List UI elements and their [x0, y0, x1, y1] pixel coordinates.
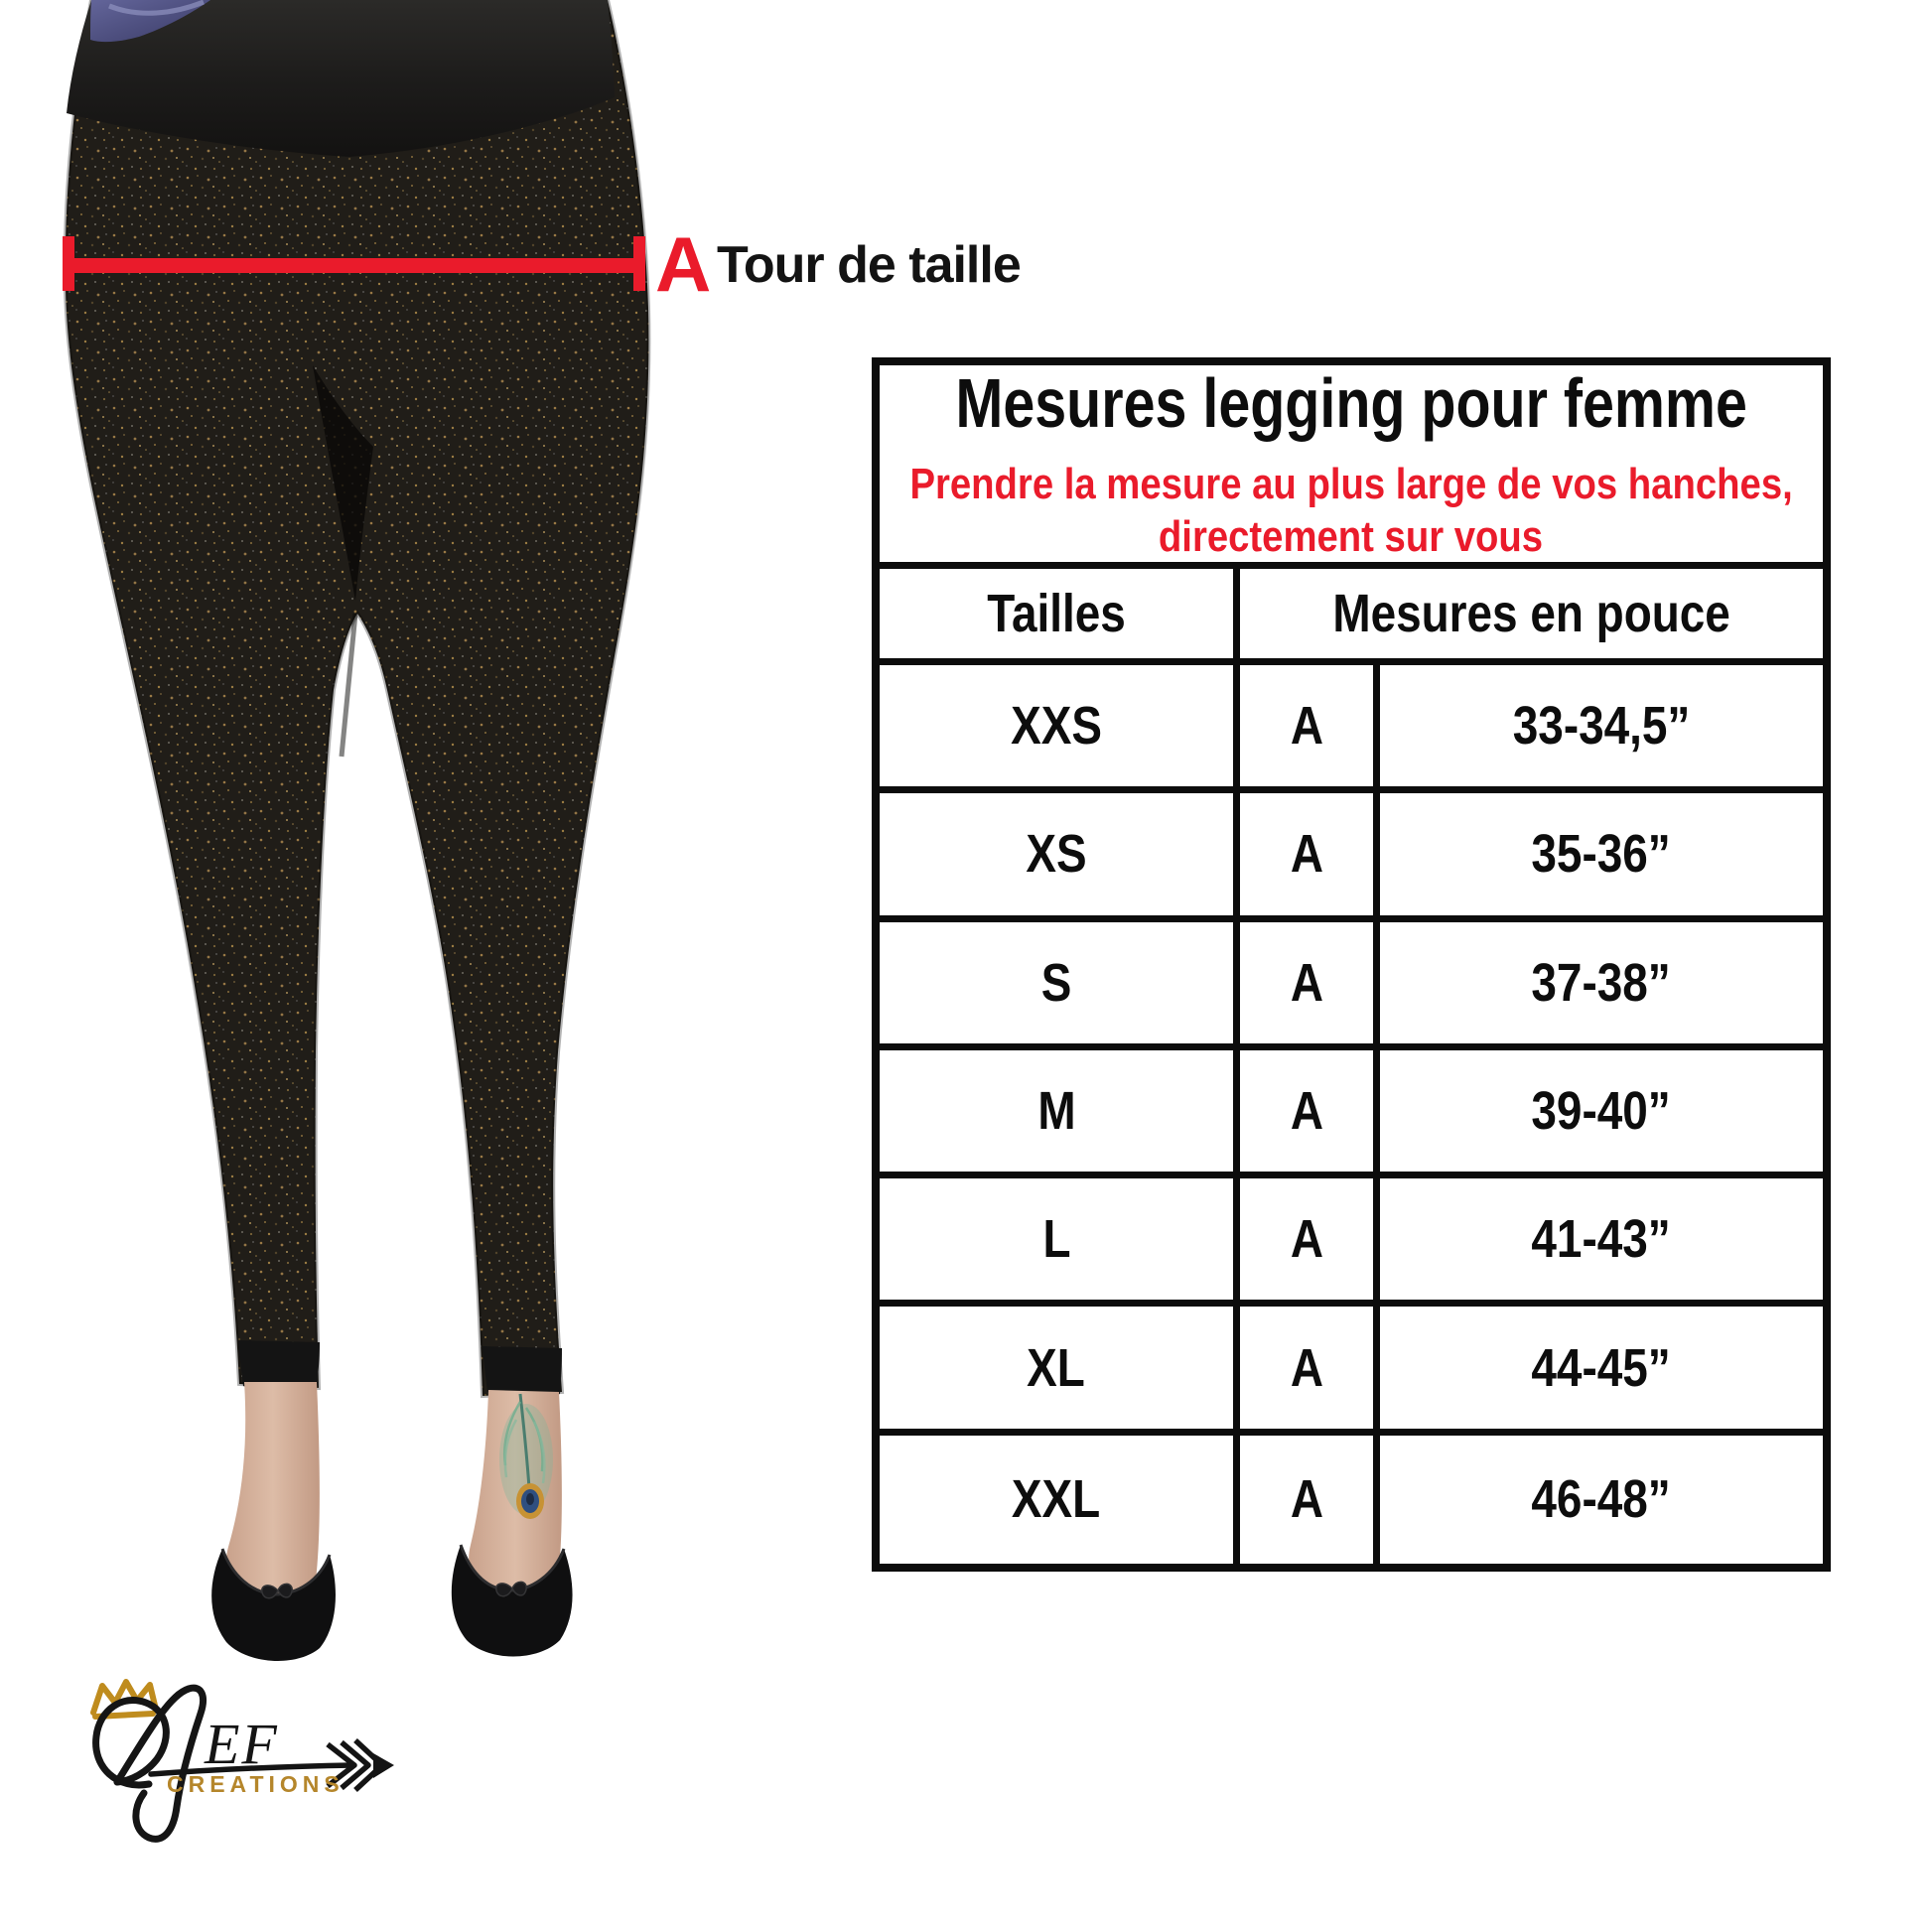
table-row-measure: 33-34,5” — [1380, 665, 1823, 793]
table-row-letter: A — [1240, 1436, 1380, 1564]
brand-wordmark: CREATIONS — [167, 1771, 345, 1797]
table-row-size: XXS — [880, 665, 1240, 793]
table-row-measure: 35-36” — [1380, 793, 1823, 921]
measure-label: Tour de taille — [717, 236, 1021, 294]
size-chart-title: Mesures legging pour femme — [955, 365, 1747, 443]
size-chart-title-block — [880, 365, 1823, 569]
brand-logo — [93, 1682, 394, 1839]
table-row-letter: A — [1240, 665, 1380, 793]
measure-line-right-cap — [633, 236, 645, 291]
table-row-size: M — [880, 1050, 1240, 1178]
table-row-size: XS — [880, 793, 1240, 921]
table-row-letter: A — [1240, 1307, 1380, 1435]
table-row-measure: 46-48” — [1531, 1469, 1672, 1530]
leggings-silhouette — [66, 0, 649, 1396]
column-header-sizes: Tailles — [880, 569, 1240, 665]
size-chart-subtitle-line2: directement sur vous — [1159, 512, 1544, 561]
measure-line-bar — [74, 258, 633, 273]
table-row-size: L — [880, 1178, 1240, 1307]
size-chart-subtitle-line1: Prendre la mesure au plus large de vos hanches, — [909, 460, 1793, 509]
table-row-size: XL — [880, 1307, 1240, 1435]
table-row-letter: A — [1240, 1050, 1380, 1178]
table-row-measure: 41-43” — [1380, 1178, 1823, 1307]
table-row-letter: A — [1240, 1178, 1380, 1307]
table-row-measure: 37-38” — [1380, 922, 1823, 1050]
measure-letter: A — [655, 220, 711, 308]
mef-script — [96, 1688, 279, 1839]
table-row-size: XXL — [880, 1436, 1240, 1564]
model-photo — [0, 0, 695, 1932]
size-chart-table — [872, 357, 1831, 1572]
table-row-size: S — [880, 922, 1240, 1050]
mef-script-ef: EF — [205, 1712, 279, 1776]
column-header-measures: Mesures en pouce — [1240, 569, 1823, 665]
table-row-measure: 44-45” — [1380, 1307, 1823, 1435]
left-ankle — [226, 1382, 320, 1595]
table-row-measure: 39-40” — [1380, 1050, 1823, 1178]
table-row-letter: A — [1240, 922, 1380, 1050]
table-row-letter: A — [1240, 793, 1380, 921]
measure-line-left-cap — [63, 236, 74, 291]
